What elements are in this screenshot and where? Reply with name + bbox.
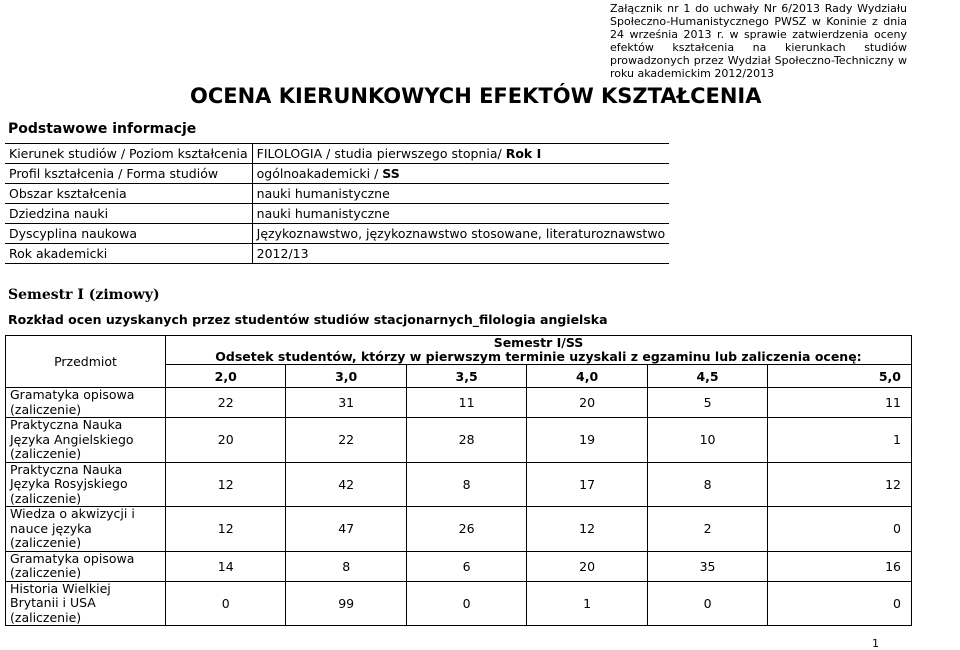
value-cell: 20 <box>527 388 647 418</box>
value-cell: 22 <box>286 418 406 463</box>
value-cell: 99 <box>286 581 406 626</box>
page-number: 1 <box>872 637 879 650</box>
info-label: Kierunek studiów / Poziom kształcenia <box>5 144 252 164</box>
subject-cell: Praktyczna Nauka Języka Angielskiego (zaliczenie) <box>6 418 166 463</box>
value-cell: 12 <box>527 507 647 552</box>
value-cell: 16 <box>768 551 912 581</box>
info-value: ogólnoakademicki / SS <box>256 166 400 181</box>
value-cell: 6 <box>406 551 526 581</box>
table-row <box>6 418 912 463</box>
value-cell: 1 <box>768 418 912 463</box>
info-label: Rok akademicki <box>5 244 252 264</box>
value-cell: 0 <box>768 507 912 552</box>
value-cell: 42 <box>286 462 406 507</box>
value-cell: 11 <box>406 388 526 418</box>
basic-info-table <box>5 143 669 264</box>
value-cell: 17 <box>527 462 647 507</box>
value-cell: 5 <box>647 388 767 418</box>
subject-cell: Gramatyka opisowa (zaliczenie) <box>6 388 166 418</box>
value-cell: 12 <box>166 507 286 552</box>
grade-header: 3,0 <box>286 365 406 388</box>
info-value: Językoznawstwo, językoznawstwo stosowane, literaturoznawstwo <box>256 226 666 241</box>
info-value: 2012/13 <box>256 246 309 261</box>
info-row <box>5 184 669 204</box>
info-row <box>5 204 669 224</box>
subject-column-header: Przedmiot <box>6 336 166 388</box>
value-cell: 0 <box>166 581 286 626</box>
value-cell: 35 <box>647 551 767 581</box>
info-value: FILOLOGIA / studia pierwszego stopnia/ Rok I <box>256 146 542 161</box>
value-cell: 0 <box>406 581 526 626</box>
value-cell: 10 <box>647 418 767 463</box>
value-cell: 22 <box>166 388 286 418</box>
value-cell: 12 <box>768 462 912 507</box>
value-cell: 28 <box>406 418 526 463</box>
info-label: Profil kształcenia / Forma studiów <box>5 164 252 184</box>
table-row <box>6 462 912 507</box>
percent-label: Odsetek studentów, którzy w pierwszym terminie uzyskali z egzaminu lub zaliczenia ocenę: <box>215 349 862 364</box>
value-cell: 19 <box>527 418 647 463</box>
value-cell: 11 <box>768 388 912 418</box>
value-cell: 8 <box>647 462 767 507</box>
table-row <box>6 507 912 552</box>
semester-header <box>166 336 912 365</box>
semester-heading: Semestr I (zimowy) <box>8 287 160 303</box>
distribution-heading: Rozkład ocen uzyskanych przez studentów studiów stacjonarnych_filologia angielska <box>8 312 608 327</box>
info-value: nauki humanistyczne <box>256 186 390 201</box>
table-row <box>6 551 912 581</box>
grade-header: 5,0 <box>768 365 912 388</box>
grades-table <box>5 335 912 626</box>
value-cell: 12 <box>166 462 286 507</box>
value-cell: 0 <box>647 581 767 626</box>
grade-header: 2,0 <box>166 365 286 388</box>
table-row <box>6 581 912 626</box>
value-cell: 0 <box>768 581 912 626</box>
info-row <box>5 224 669 244</box>
table-row <box>6 388 912 418</box>
subject-cell: Wiedza o akwizycji i nauce języka (zaliczenie) <box>6 507 166 552</box>
semester-label: Semestr I/SS <box>493 335 584 350</box>
subject-cell: Historia Wielkiej Brytanii i USA (zaliczenie) <box>6 581 166 626</box>
info-label: Dyscyplina naukowa <box>5 224 252 244</box>
value-cell: 20 <box>166 418 286 463</box>
attachment-note: Załącznik nr 1 do uchwały Nr 6/2013 Rady Wydziału Społeczno-Humanistycznego PWSZ w Koninie z dnia 24 września 2013 r. w sprawie zatwierdzenia oceny efektów kształcenia na kierunkach studiów prowadzonych przez Wydział Społeczno-Techniczny w roku akademickim 2012/2013 <box>610 2 907 80</box>
value-cell: 14 <box>166 551 286 581</box>
info-label: Obszar kształcenia <box>5 184 252 204</box>
info-label: Dziedzina nauki <box>5 204 252 224</box>
value-cell: 26 <box>406 507 526 552</box>
value-cell: 8 <box>406 462 526 507</box>
value-cell: 47 <box>286 507 406 552</box>
value-cell: 2 <box>647 507 767 552</box>
grade-header: 4,5 <box>647 365 767 388</box>
table-header-row <box>6 336 912 365</box>
document-title: OCENA KIERUNKOWYCH EFEKTÓW KSZTAŁCENIA <box>190 84 762 108</box>
value-cell: 8 <box>286 551 406 581</box>
info-row <box>5 144 669 164</box>
subject-cell: Praktyczna Nauka Języka Rosyjskiego (zaliczenie) <box>6 462 166 507</box>
value-cell: 20 <box>527 551 647 581</box>
info-row <box>5 164 669 184</box>
basic-info-heading: Podstawowe informacje <box>8 121 197 137</box>
info-row <box>5 244 669 264</box>
value-cell: 31 <box>286 388 406 418</box>
subject-cell: Gramatyka opisowa (zaliczenie) <box>6 551 166 581</box>
grade-header: 4,0 <box>527 365 647 388</box>
value-cell: 1 <box>527 581 647 626</box>
grade-header: 3,5 <box>406 365 526 388</box>
info-value: nauki humanistyczne <box>256 206 390 221</box>
